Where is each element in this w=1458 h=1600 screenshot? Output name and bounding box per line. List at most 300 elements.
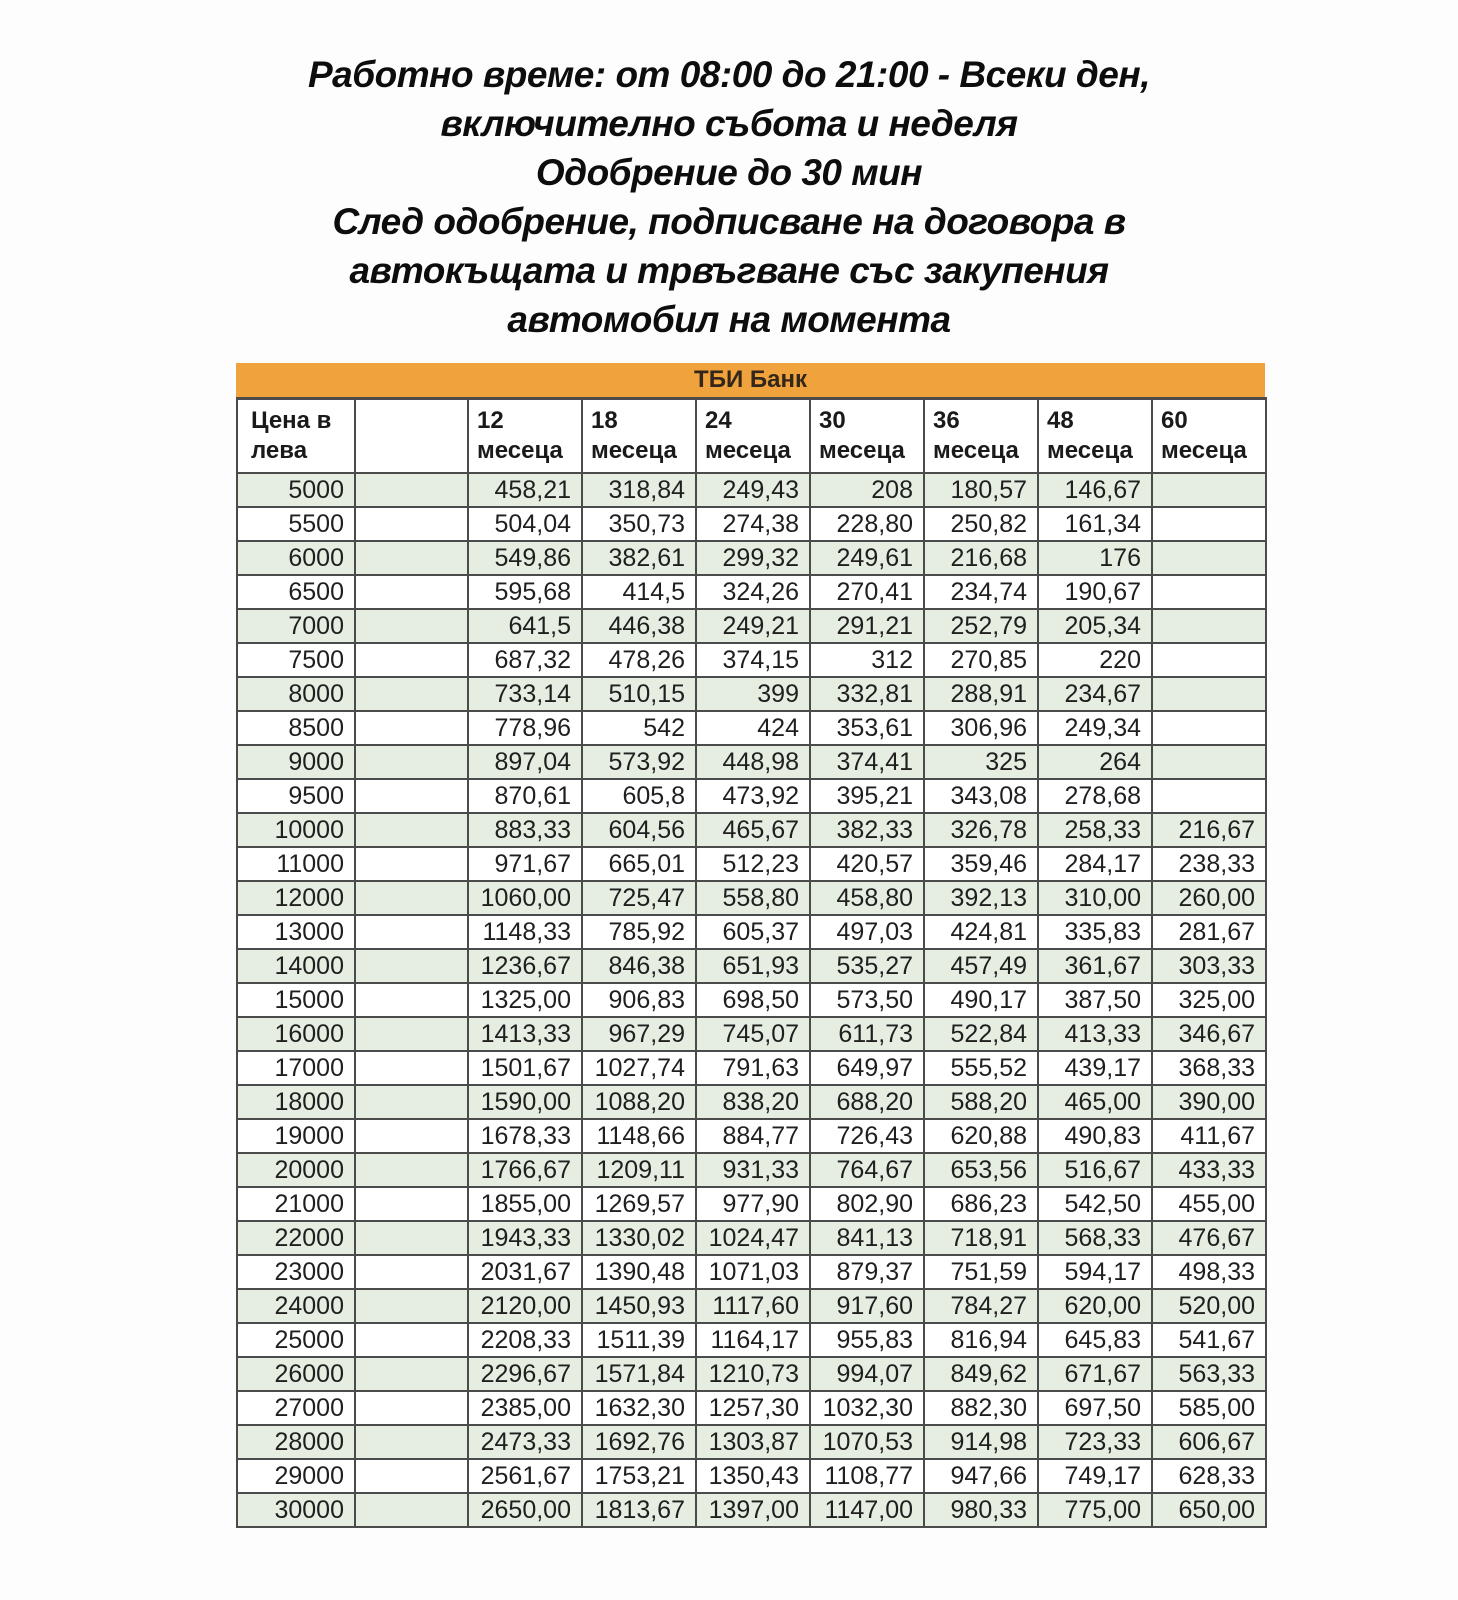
payment-cell: 1164,17 xyxy=(696,1323,810,1357)
table-row xyxy=(237,847,1266,881)
price-cell: 5000 xyxy=(237,473,355,507)
table-row xyxy=(237,983,1266,1017)
payment-cell: 542,50 xyxy=(1038,1187,1152,1221)
table-row xyxy=(237,677,1266,711)
payment-cell: 249,43 xyxy=(696,473,810,507)
payment-cell: 725,47 xyxy=(582,881,696,915)
price-cell: 22000 xyxy=(237,1221,355,1255)
payment-cell: 1088,20 xyxy=(582,1085,696,1119)
spacer-cell xyxy=(355,711,468,745)
payment-cell: 816,94 xyxy=(924,1323,1038,1357)
payment-cell: 1450,93 xyxy=(582,1289,696,1323)
price-cell: 17000 xyxy=(237,1051,355,1085)
table-row xyxy=(237,1493,1266,1527)
payment-cell: 1027,74 xyxy=(582,1051,696,1085)
title-line-6: автомобил на момента xyxy=(507,299,951,340)
payment-cell: 947,66 xyxy=(924,1459,1038,1493)
payment-cell: 1210,73 xyxy=(696,1357,810,1391)
spacer-cell xyxy=(355,507,468,541)
price-cell: 16000 xyxy=(237,1017,355,1051)
month-count: 24 xyxy=(705,406,732,434)
price-cell: 5500 xyxy=(237,507,355,541)
payment-cell: 1943,33 xyxy=(468,1221,582,1255)
month-column-header-18 xyxy=(582,399,696,473)
month-column-header-30 xyxy=(810,399,924,473)
price-cell: 30000 xyxy=(237,1493,355,1527)
payment-cell: 455,00 xyxy=(1152,1187,1266,1221)
payment-cell: 1024,47 xyxy=(696,1221,810,1255)
payment-cell: 917,60 xyxy=(810,1289,924,1323)
payment-cell: 2031,67 xyxy=(468,1255,582,1289)
price-cell: 14000 xyxy=(237,949,355,983)
price-cell: 9000 xyxy=(237,745,355,779)
spacer-cell xyxy=(355,609,468,643)
payment-cell: 420,57 xyxy=(810,847,924,881)
payment-cell: 490,17 xyxy=(924,983,1038,1017)
table-row xyxy=(237,1323,1266,1357)
payment-cell: 698,50 xyxy=(696,983,810,1017)
payment-cell: 775,00 xyxy=(1038,1493,1152,1527)
table-row xyxy=(237,1459,1266,1493)
payment-cell: 335,83 xyxy=(1038,915,1152,949)
payment-cell: 573,92 xyxy=(582,745,696,779)
payment-cell: 764,67 xyxy=(810,1153,924,1187)
payment-cell: 723,33 xyxy=(1038,1425,1152,1459)
payment-cell: 281,67 xyxy=(1152,915,1266,949)
payment-cell: 291,21 xyxy=(810,609,924,643)
payment-cell: 424 xyxy=(696,711,810,745)
payment-cell: 802,90 xyxy=(810,1187,924,1221)
price-cell: 29000 xyxy=(237,1459,355,1493)
payment-cell: 1209,11 xyxy=(582,1153,696,1187)
payment-cell: 605,37 xyxy=(696,915,810,949)
payment-cell: 897,04 xyxy=(468,745,582,779)
payment-cell: 448,98 xyxy=(696,745,810,779)
payment-cell: 516,67 xyxy=(1038,1153,1152,1187)
payment-cell: 1257,30 xyxy=(696,1391,810,1425)
payment-cell: 270,85 xyxy=(924,643,1038,677)
payment-cell: 522,84 xyxy=(924,1017,1038,1051)
payment-cell: 353,61 xyxy=(810,711,924,745)
payment-cell: 284,17 xyxy=(1038,847,1152,881)
month-word: месеца xyxy=(1161,436,1247,464)
payment-cell: 270,41 xyxy=(810,575,924,609)
spacer-cell xyxy=(355,1289,468,1323)
month-word: месеца xyxy=(705,436,791,464)
price-cell: 7500 xyxy=(237,643,355,677)
table-row xyxy=(237,541,1266,575)
payment-cell: 382,33 xyxy=(810,813,924,847)
payment-cell: 234,74 xyxy=(924,575,1038,609)
price-cell: 20000 xyxy=(237,1153,355,1187)
spacer-cell xyxy=(355,677,468,711)
payment-cell: 478,26 xyxy=(582,643,696,677)
payment-cell: 870,61 xyxy=(468,779,582,813)
payment-cell: 745,07 xyxy=(696,1017,810,1051)
payment-cell: 326,78 xyxy=(924,813,1038,847)
payment-cell: 303,33 xyxy=(1152,949,1266,983)
payment-cell: 249,61 xyxy=(810,541,924,575)
month-word: месеца xyxy=(819,436,905,464)
payment-cell: 1692,76 xyxy=(582,1425,696,1459)
table-row xyxy=(237,711,1266,745)
price-cell: 18000 xyxy=(237,1085,355,1119)
price-cell: 26000 xyxy=(237,1357,355,1391)
payment-cell: 884,77 xyxy=(696,1119,810,1153)
payment-cell: 718,91 xyxy=(924,1221,1038,1255)
payment-cell: 568,33 xyxy=(1038,1221,1152,1255)
payment-cell: 697,50 xyxy=(1038,1391,1152,1425)
table-row xyxy=(237,949,1266,983)
payment-cell: 497,03 xyxy=(810,915,924,949)
payment-cell: 312 xyxy=(810,643,924,677)
spacer-cell xyxy=(355,1153,468,1187)
payment-cell: 1350,43 xyxy=(696,1459,810,1493)
payment-cell: 180,57 xyxy=(924,473,1038,507)
payment-cell: 649,97 xyxy=(810,1051,924,1085)
month-word: месеца xyxy=(591,436,677,464)
month-count: 36 xyxy=(933,406,960,434)
title-line-4: След одобрение, подписване на договора в xyxy=(332,201,1126,242)
payment-cell: 611,73 xyxy=(810,1017,924,1051)
spacer-cell xyxy=(355,1425,468,1459)
payment-cell: 374,41 xyxy=(810,745,924,779)
table-row xyxy=(237,1153,1266,1187)
price-cell: 11000 xyxy=(237,847,355,881)
table-row xyxy=(237,1119,1266,1153)
payment-cell: 465,67 xyxy=(696,813,810,847)
payment-cell: 1117,60 xyxy=(696,1289,810,1323)
payment-cell: 390,00 xyxy=(1152,1085,1266,1119)
table-row xyxy=(237,1391,1266,1425)
payment-cell: 476,67 xyxy=(1152,1221,1266,1255)
payment-cell: 906,83 xyxy=(582,983,696,1017)
payment-cell: 653,56 xyxy=(924,1153,1038,1187)
price-cell: 25000 xyxy=(237,1323,355,1357)
payment-cell: 387,50 xyxy=(1038,983,1152,1017)
payment-cell: 520,00 xyxy=(1152,1289,1266,1323)
price-cell: 21000 xyxy=(237,1187,355,1221)
price-cell: 15000 xyxy=(237,983,355,1017)
spacer-cell xyxy=(355,1119,468,1153)
payment-cell: 439,17 xyxy=(1038,1051,1152,1085)
column-header-row xyxy=(237,399,1266,473)
payment-cell: 161,34 xyxy=(1038,507,1152,541)
payment-cell: 258,33 xyxy=(1038,813,1152,847)
price-cell: 13000 xyxy=(237,915,355,949)
table-row xyxy=(237,1017,1266,1051)
spacer-cell xyxy=(355,745,468,779)
payment-cell xyxy=(1152,541,1266,575)
price-cell: 24000 xyxy=(237,1289,355,1323)
table-row xyxy=(237,1051,1266,1085)
payment-cell: 588,20 xyxy=(924,1085,1038,1119)
page-title xyxy=(0,50,1458,344)
payment-cell: 687,32 xyxy=(468,643,582,677)
payment-cell: 1753,21 xyxy=(582,1459,696,1493)
month-count: 48 xyxy=(1047,406,1074,434)
payment-cell: 1148,33 xyxy=(468,915,582,949)
payment-cell: 606,67 xyxy=(1152,1425,1266,1459)
payment-cell xyxy=(1152,711,1266,745)
payment-cell: 1571,84 xyxy=(582,1357,696,1391)
payment-cell: 414,5 xyxy=(582,575,696,609)
payment-cell: 325,00 xyxy=(1152,983,1266,1017)
payment-cell: 512,23 xyxy=(696,847,810,881)
payment-cell: 573,50 xyxy=(810,983,924,1017)
payment-cell: 433,33 xyxy=(1152,1153,1266,1187)
spacer-cell xyxy=(355,1391,468,1425)
payment-cell: 324,26 xyxy=(696,575,810,609)
payment-cell: 1032,30 xyxy=(810,1391,924,1425)
payment-cell: 641,5 xyxy=(468,609,582,643)
payment-cell: 228,80 xyxy=(810,507,924,541)
payment-cell: 1071,03 xyxy=(696,1255,810,1289)
payment-cell: 604,56 xyxy=(582,813,696,847)
payment-cell: 726,43 xyxy=(810,1119,924,1153)
payment-cell: 1397,00 xyxy=(696,1493,810,1527)
spacer-column-header xyxy=(355,399,468,473)
payment-cell: 585,00 xyxy=(1152,1391,1266,1425)
payment-cell: 413,33 xyxy=(1038,1017,1152,1051)
price-cell: 12000 xyxy=(237,881,355,915)
payment-cell: 343,08 xyxy=(924,779,1038,813)
loan-payments-table xyxy=(236,363,1265,1528)
payment-cell: 1678,33 xyxy=(468,1119,582,1153)
spacer-cell xyxy=(355,1357,468,1391)
payment-cell: 361,67 xyxy=(1038,949,1152,983)
title-line-3: Одобрение до 30 мин xyxy=(535,152,923,193)
payment-cell: 620,88 xyxy=(924,1119,1038,1153)
payment-cell: 883,33 xyxy=(468,813,582,847)
payment-cell: 1148,66 xyxy=(582,1119,696,1153)
payment-cell: 411,67 xyxy=(1152,1119,1266,1153)
payment-cell: 498,33 xyxy=(1152,1255,1266,1289)
price-cell: 6000 xyxy=(237,541,355,575)
spacer-cell xyxy=(355,1459,468,1493)
payment-cell: 650,00 xyxy=(1152,1493,1266,1527)
price-cell: 19000 xyxy=(237,1119,355,1153)
spacer-cell xyxy=(355,983,468,1017)
payment-cell: 733,14 xyxy=(468,677,582,711)
payment-cell: 542 xyxy=(582,711,696,745)
payment-cell: 1766,67 xyxy=(468,1153,582,1187)
payment-cell: 238,33 xyxy=(1152,847,1266,881)
payment-cell: 563,33 xyxy=(1152,1357,1266,1391)
payment-cell: 971,67 xyxy=(468,847,582,881)
table-row xyxy=(237,1085,1266,1119)
payment-cell: 299,32 xyxy=(696,541,810,575)
payment-cell: 555,52 xyxy=(924,1051,1038,1085)
title-line-1: Работно време: от 08:00 до 21:00 - Всеки ден, xyxy=(307,54,1150,95)
payment-cell: 504,04 xyxy=(468,507,582,541)
spacer-cell xyxy=(355,643,468,677)
payment-cell: 399 xyxy=(696,677,810,711)
month-count: 12 xyxy=(477,406,504,434)
table-row xyxy=(237,745,1266,779)
price-cell: 8500 xyxy=(237,711,355,745)
payment-cell: 541,67 xyxy=(1152,1323,1266,1357)
payment-cell: 346,67 xyxy=(1152,1017,1266,1051)
payment-cell: 332,81 xyxy=(810,677,924,711)
spacer-cell xyxy=(355,813,468,847)
table-row xyxy=(237,1289,1266,1323)
spacer-cell xyxy=(355,1017,468,1051)
payment-cell: 931,33 xyxy=(696,1153,810,1187)
payment-cell: 382,61 xyxy=(582,541,696,575)
payment-cell: 1511,39 xyxy=(582,1323,696,1357)
payment-cell: 2650,00 xyxy=(468,1493,582,1527)
table-row xyxy=(237,575,1266,609)
payment-cell: 1813,67 xyxy=(582,1493,696,1527)
payment-cell: 374,15 xyxy=(696,643,810,677)
spacer-cell xyxy=(355,1255,468,1289)
price-cell: 10000 xyxy=(237,813,355,847)
spacer-cell xyxy=(355,949,468,983)
payment-cell: 1269,57 xyxy=(582,1187,696,1221)
payment-cell: 220 xyxy=(1038,643,1152,677)
payment-cell: 778,96 xyxy=(468,711,582,745)
price-cell: 27000 xyxy=(237,1391,355,1425)
payment-cell: 252,79 xyxy=(924,609,1038,643)
payment-cell: 306,96 xyxy=(924,711,1038,745)
payment-cell: 2296,67 xyxy=(468,1357,582,1391)
payment-cell: 749,17 xyxy=(1038,1459,1152,1493)
spacer-cell xyxy=(355,1187,468,1221)
bank-name: ТБИ Банк xyxy=(694,366,807,393)
table-row xyxy=(237,473,1266,507)
payment-cell xyxy=(1152,507,1266,541)
payment-cell: 1390,48 xyxy=(582,1255,696,1289)
payment-cell: 318,84 xyxy=(582,473,696,507)
payment-cell: 278,68 xyxy=(1038,779,1152,813)
payment-cell: 686,23 xyxy=(924,1187,1038,1221)
bank-header-banner xyxy=(236,363,1265,397)
payment-cell: 594,17 xyxy=(1038,1255,1152,1289)
month-word: месеца xyxy=(933,436,1019,464)
payment-cell: 879,37 xyxy=(810,1255,924,1289)
payment-cell: 208 xyxy=(810,473,924,507)
price-column-header xyxy=(237,399,355,473)
payment-cell: 2208,33 xyxy=(468,1323,582,1357)
spacer-cell xyxy=(355,1221,468,1255)
payment-cell: 1108,77 xyxy=(810,1459,924,1493)
payment-cell: 264 xyxy=(1038,745,1152,779)
spacer-cell xyxy=(355,779,468,813)
payment-cell: 914,98 xyxy=(924,1425,1038,1459)
payment-cell: 2561,67 xyxy=(468,1459,582,1493)
payment-cell xyxy=(1152,609,1266,643)
spacer-cell xyxy=(355,1323,468,1357)
payment-cell: 490,83 xyxy=(1038,1119,1152,1153)
payment-cell: 310,00 xyxy=(1038,881,1152,915)
payment-cell: 535,27 xyxy=(810,949,924,983)
payment-cell: 665,01 xyxy=(582,847,696,881)
payment-cell: 1303,87 xyxy=(696,1425,810,1459)
table-row xyxy=(237,1255,1266,1289)
payment-cell: 688,20 xyxy=(810,1085,924,1119)
title-line-2: включително събота и неделя xyxy=(440,103,1018,144)
price-cell: 23000 xyxy=(237,1255,355,1289)
price-header-line1: Цена в xyxy=(251,406,332,434)
spacer-cell xyxy=(355,881,468,915)
payment-cell: 955,83 xyxy=(810,1323,924,1357)
payment-cell: 1070,53 xyxy=(810,1425,924,1459)
payment-cell: 977,90 xyxy=(696,1187,810,1221)
month-count: 30 xyxy=(819,406,846,434)
payment-cell: 846,38 xyxy=(582,949,696,983)
price-cell: 6500 xyxy=(237,575,355,609)
payment-cell: 473,92 xyxy=(696,779,810,813)
payment-cell: 1147,00 xyxy=(810,1493,924,1527)
payment-cell: 841,13 xyxy=(810,1221,924,1255)
payment-cell: 249,34 xyxy=(1038,711,1152,745)
spacer-cell xyxy=(355,847,468,881)
month-column-header-24 xyxy=(696,399,810,473)
payment-cell: 605,8 xyxy=(582,779,696,813)
table-row xyxy=(237,779,1266,813)
payment-cell: 785,92 xyxy=(582,915,696,949)
month-column-header-60 xyxy=(1152,399,1266,473)
payment-cell xyxy=(1152,779,1266,813)
month-word: месеца xyxy=(477,436,563,464)
payment-cell: 260,00 xyxy=(1152,881,1266,915)
month-column-header-48 xyxy=(1038,399,1152,473)
title-line-5: автокъщата и трвъгване със закупения xyxy=(349,250,1109,291)
price-cell: 28000 xyxy=(237,1425,355,1459)
payment-cell: 510,15 xyxy=(582,677,696,711)
spacer-cell xyxy=(355,1085,468,1119)
table-row xyxy=(237,1187,1266,1221)
payment-cell: 465,00 xyxy=(1038,1085,1152,1119)
spacer-cell xyxy=(355,1051,468,1085)
payment-cell: 1632,30 xyxy=(582,1391,696,1425)
payment-cell: 2120,00 xyxy=(468,1289,582,1323)
payment-cell: 288,91 xyxy=(924,677,1038,711)
price-header-line2: лева xyxy=(251,436,308,464)
spacer-cell xyxy=(355,1493,468,1527)
payment-cell: 549,86 xyxy=(468,541,582,575)
payment-cell: 458,21 xyxy=(468,473,582,507)
payment-cell: 994,07 xyxy=(810,1357,924,1391)
spacer-cell xyxy=(355,541,468,575)
month-count: 60 xyxy=(1161,406,1188,434)
table-row xyxy=(237,507,1266,541)
payment-cell: 882,30 xyxy=(924,1391,1038,1425)
month-column-header-12 xyxy=(468,399,582,473)
month-column-header-36 xyxy=(924,399,1038,473)
payment-cell: 325 xyxy=(924,745,1038,779)
payment-cell: 249,21 xyxy=(696,609,810,643)
payment-cell: 176 xyxy=(1038,541,1152,575)
payment-cell: 645,83 xyxy=(1038,1323,1152,1357)
table-row xyxy=(237,915,1266,949)
payment-cell: 2385,00 xyxy=(468,1391,582,1425)
table-row xyxy=(237,609,1266,643)
payment-cell: 146,67 xyxy=(1038,473,1152,507)
payment-cell: 395,21 xyxy=(810,779,924,813)
payment-cell: 784,27 xyxy=(924,1289,1038,1323)
price-cell: 8000 xyxy=(237,677,355,711)
payment-cell: 392,13 xyxy=(924,881,1038,915)
payment-cell xyxy=(1152,745,1266,779)
payment-cell: 751,59 xyxy=(924,1255,1038,1289)
payment-cell: 216,68 xyxy=(924,541,1038,575)
payment-schedule-table xyxy=(236,397,1267,1528)
month-count: 18 xyxy=(591,406,618,434)
payment-cell: 1413,33 xyxy=(468,1017,582,1051)
payment-cell: 1590,00 xyxy=(468,1085,582,1119)
